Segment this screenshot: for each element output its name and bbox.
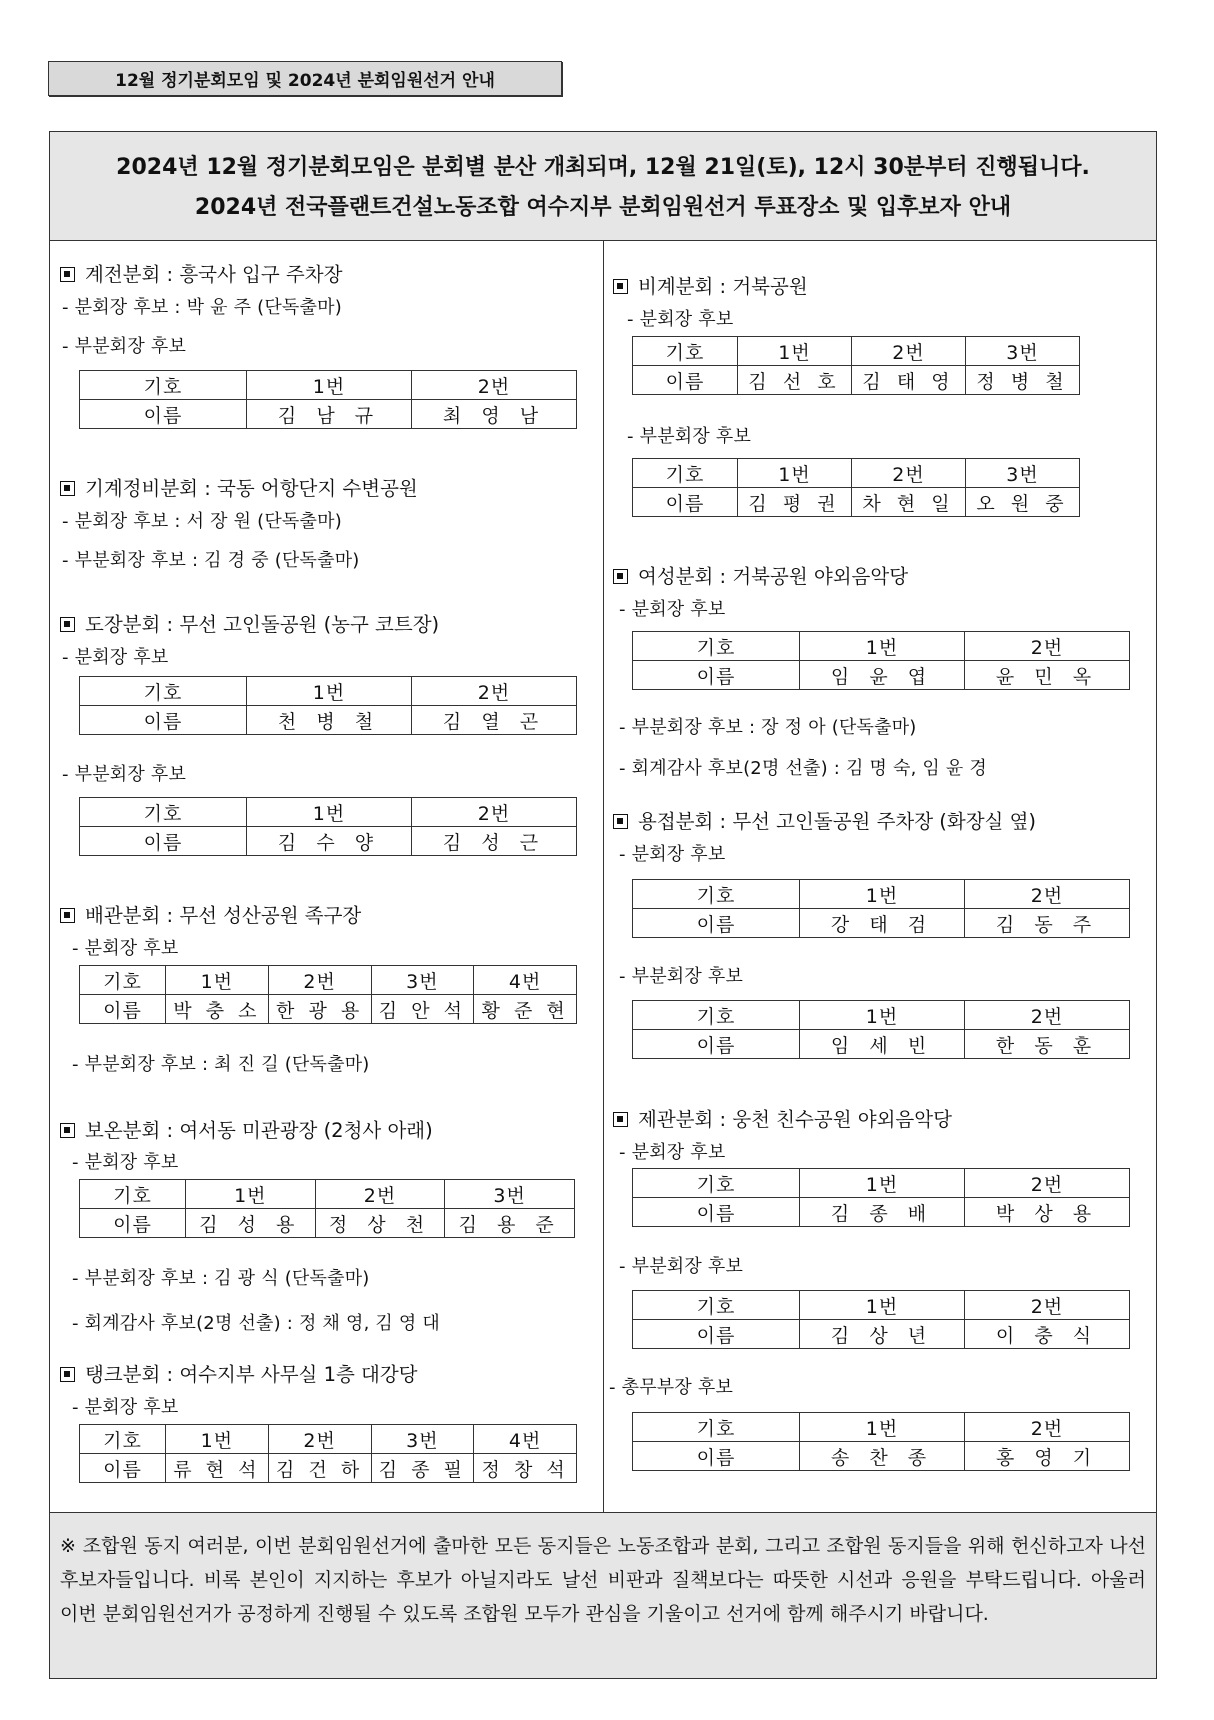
footer-note: ※ 조합원 동지 여러분, 이번 분회임원선거에 출마한 모든 동지들은 노동조합과 분회, 그리고 조합원 동지들을 위해 헌신하고자 나선 후보자들입니다. 비록 본인이 지지하는 후보가 아닐지라도 날선 비판과 질책보다는 따뜻한 시선과 응원을 부탁드립니다. 아울러 이번 분회임원선거가 공정하게 진행될 수 있도록 조합원 모두가 관심을 기울이고 선거에 함께 해주시기 바랍니다. [50,1512,1156,1678]
candidate-number: 2번 [965,1169,1130,1198]
candidate-name: 박 충 소 [166,995,269,1024]
jegwan-gm-table [632,1412,1130,1471]
candidate-name: 김 건 하 [268,1454,371,1483]
candidate-number: 2번 [965,632,1130,661]
jegwan-chair-table [632,1168,1130,1227]
candidate-number: 1번 [247,798,412,827]
candidate-name: 임 세 빈 [800,1030,965,1059]
yongjeop-chair-label: - 분회장 후보 [619,844,726,865]
candidate-number: 1번 [166,1425,269,1454]
candidate-name: 최 영 남 [412,400,577,429]
jegwan-vice-table [632,1290,1130,1349]
code-label: 기호 [80,1180,186,1209]
candidate-name: 김 종 배 [800,1198,965,1227]
candidate-number: 2번 [965,880,1130,909]
candidate-name: 김 성 용 [186,1209,316,1238]
yongjeop-vice-table [632,1000,1130,1059]
candidate-name: 황 준 현 [474,995,577,1024]
candidate-name: 김 수 양 [247,827,412,856]
page-title: 12월 정기분회모임 및 2024년 분회임원선거 안내 [48,61,562,96]
dojang-vice-label: - 부분회장 후보 [62,764,187,785]
code-label: 기호 [633,632,800,661]
code-label: 기호 [80,798,247,827]
candidate-number: 1번 [738,459,852,488]
candidate-number: 3번 [966,459,1080,488]
candidate-number: 1번 [186,1180,316,1209]
bigye-chair-table [632,336,1080,395]
candidate-number: 1번 [800,1169,965,1198]
code-label: 기호 [80,1425,166,1454]
candidate-name: 박 상 용 [965,1198,1130,1227]
code-label: 기호 [633,880,800,909]
name-label: 이름 [80,1454,166,1483]
name-label: 이름 [80,827,247,856]
candidate-name: 김 성 근 [412,827,577,856]
name-label: 이름 [80,706,247,735]
candidate-name: 천 병 철 [247,706,412,735]
candidate-name: 한 동 훈 [965,1030,1130,1059]
square-bullet-icon [60,908,75,923]
candidate-number: 1번 [247,371,412,400]
section-yeoseong-title: 여성분회 : 거북공원 야외음악당 [613,561,908,589]
candidate-name: 정 상 천 [315,1209,445,1238]
gyejeon-vice-table [79,370,577,429]
code-label: 기호 [633,1001,800,1030]
candidate-number: 2번 [268,1425,371,1454]
candidate-number: 2번 [965,1001,1130,1030]
jegwan-chair-label: - 분회장 후보 [619,1142,726,1163]
section-jegwan-title: 제관분회 : 웅천 친수공원 야외음악당 [613,1104,952,1132]
name-label: 이름 [633,909,800,938]
code-label: 기호 [633,1413,800,1442]
candidate-number: 2번 [852,459,966,488]
candidate-name: 송 찬 종 [800,1442,965,1471]
candidate-number: 4번 [474,966,577,995]
yeoseong-chair-table [632,631,1130,690]
yeoseong-audit: - 회계감사 후보(2명 선출) : 김 명 숙, 임 윤 경 [619,758,988,779]
square-bullet-icon [60,267,75,282]
candidate-name: 김 평 권 [738,488,852,517]
candidate-number: 1번 [247,677,412,706]
candidate-number: 2번 [412,798,577,827]
section-dojang-title: 도장분회 : 무선 고인돌공원 (농구 코트장) [60,609,439,637]
section-yongjeop-title: 용접분회 : 무선 고인돌공원 주차장 (화장실 옆) [613,806,1036,834]
code-label: 기호 [633,337,738,366]
candidate-number: 2번 [852,337,966,366]
candidate-name: 류 현 석 [166,1454,269,1483]
boon-chair-table [79,1179,575,1238]
candidate-number: 1번 [800,1291,965,1320]
section-gigye-title: 기계정비분회 : 국동 어항단지 수변공원 [60,473,418,501]
bigye-vice-table [632,458,1080,517]
header-line-1: 2024년 12월 정기분회모임은 분회별 분산 개최되며, 12월 21일(토), 12시 30분부터 진행됩니다. [116,155,1090,180]
dojang-chair-label: - 분회장 후보 [62,647,169,668]
section-baegwan-title: 배관분회 : 무선 성산공원 족구장 [60,900,361,928]
notice-box [49,131,1157,1679]
square-bullet-icon [60,481,75,496]
tank-chair-table [79,1424,577,1483]
square-bullet-icon [60,617,75,632]
candidate-name: 오 원 중 [966,488,1080,517]
candidate-name: 김 동 주 [965,909,1130,938]
bigye-vice-label: - 부분회장 후보 [627,426,752,447]
candidate-name: 김 남 규 [247,400,412,429]
code-label: 기호 [633,459,738,488]
name-label: 이름 [80,995,166,1024]
square-bullet-icon [613,814,628,829]
name-label: 이름 [633,661,800,690]
candidate-name: 김 태 영 [852,366,966,395]
candidate-name: 김 상 년 [800,1320,965,1349]
column-divider [603,240,604,1512]
gigye-chair: - 분회장 후보 : 서 장 원 (단독출마) [62,511,342,532]
code-label: 기호 [633,1169,800,1198]
section-gyejeon-title: 계전분회 : 흥국사 입구 주차장 [60,259,342,287]
baegwan-vice: - 부분회장 후보 : 최 진 길 (단독출마) [72,1054,370,1075]
section-bigye-title: 비계분회 : 거북공원 [613,271,808,299]
candidate-name: 강 태 검 [800,909,965,938]
candidate-number: 1번 [800,1001,965,1030]
yeoseong-vice: - 부분회장 후보 : 장 정 아 (단독출마) [619,717,917,738]
candidate-number: 1번 [800,880,965,909]
square-bullet-icon [613,569,628,584]
candidate-number: 2번 [268,966,371,995]
dojang-chair-table [79,676,577,735]
name-label: 이름 [80,400,247,429]
candidate-number: 2번 [315,1180,445,1209]
code-label: 기호 [80,371,247,400]
jegwan-vice-label: - 부분회장 후보 [619,1256,744,1277]
name-label: 이름 [633,1442,800,1471]
candidate-name: 한 광 용 [268,995,371,1024]
tank-chair-label: - 분회장 후보 [72,1397,179,1418]
candidate-number: 2번 [965,1413,1130,1442]
candidate-name: 이 충 식 [965,1320,1130,1349]
yongjeop-chair-table [632,879,1130,938]
candidate-name: 정 병 철 [966,366,1080,395]
name-label: 이름 [633,1198,800,1227]
yeoseong-chair-label: - 분회장 후보 [619,599,726,620]
code-label: 기호 [633,1291,800,1320]
name-label: 이름 [633,1320,800,1349]
gyejeon-vice-label: - 부분회장 후보 [62,336,187,357]
baegwan-chair-label: - 분회장 후보 [72,938,179,959]
name-label: 이름 [633,488,738,517]
candidate-number: 3번 [371,966,474,995]
code-label: 기호 [80,966,166,995]
candidate-name: 김 선 호 [738,366,852,395]
boon-vice: - 부분회장 후보 : 김 광 식 (단독출마) [72,1268,370,1289]
candidate-number: 1번 [738,337,852,366]
notice-header [50,132,1156,241]
candidate-number: 4번 [474,1425,577,1454]
candidate-number: 2번 [412,677,577,706]
boon-chair-label: - 분회장 후보 [72,1152,179,1173]
yongjeop-vice-label: - 부분회장 후보 [619,966,744,987]
candidate-number: 2번 [412,371,577,400]
baegwan-chair-table [79,965,577,1024]
dojang-vice-table [79,797,577,856]
header-line-2: 2024년 전국플랜트건설노동조합 여수지부 분회임원선거 투표장소 및 입후보자 안내 [194,195,1012,220]
square-bullet-icon [613,1112,628,1127]
candidate-name: 윤 민 옥 [965,661,1130,690]
section-tank-title: 탱크분회 : 여수지부 사무실 1층 대강당 [60,1359,418,1387]
square-bullet-icon [613,279,628,294]
candidate-name: 임 윤 엽 [800,661,965,690]
candidate-name: 정 창 석 [474,1454,577,1483]
candidate-number: 3번 [371,1425,474,1454]
code-label: 기호 [80,677,247,706]
candidate-name: 홍 영 기 [965,1442,1130,1471]
bigye-chair-label: - 분회장 후보 [627,309,734,330]
gyejeon-chair: - 분회장 후보 : 박 윤 주 (단독출마) [62,297,342,318]
candidate-name: 김 열 곤 [412,706,577,735]
name-label: 이름 [80,1209,186,1238]
gigye-vice: - 부분회장 후보 : 김 경 중 (단독출마) [62,550,360,571]
section-boon-title: 보온분회 : 여서동 미관광장 (2청사 아래) [60,1115,433,1143]
jegwan-gm-label: - 총무부장 후보 [609,1377,734,1398]
candidate-number: 3번 [966,337,1080,366]
candidate-name: 김 용 준 [445,1209,575,1238]
candidate-name: 차 현 일 [852,488,966,517]
boon-audit: - 회계감사 후보(2명 선출) : 정 채 영, 김 영 대 [72,1313,441,1334]
candidate-number: 3번 [445,1180,575,1209]
candidate-name: 김 안 석 [371,995,474,1024]
square-bullet-icon [60,1123,75,1138]
candidate-name: 김 종 필 [371,1454,474,1483]
candidate-number: 1번 [800,632,965,661]
candidate-number: 2번 [965,1291,1130,1320]
candidate-number: 1번 [800,1413,965,1442]
square-bullet-icon [60,1367,75,1382]
name-label: 이름 [633,1030,800,1059]
name-label: 이름 [633,366,738,395]
candidate-number: 1번 [166,966,269,995]
